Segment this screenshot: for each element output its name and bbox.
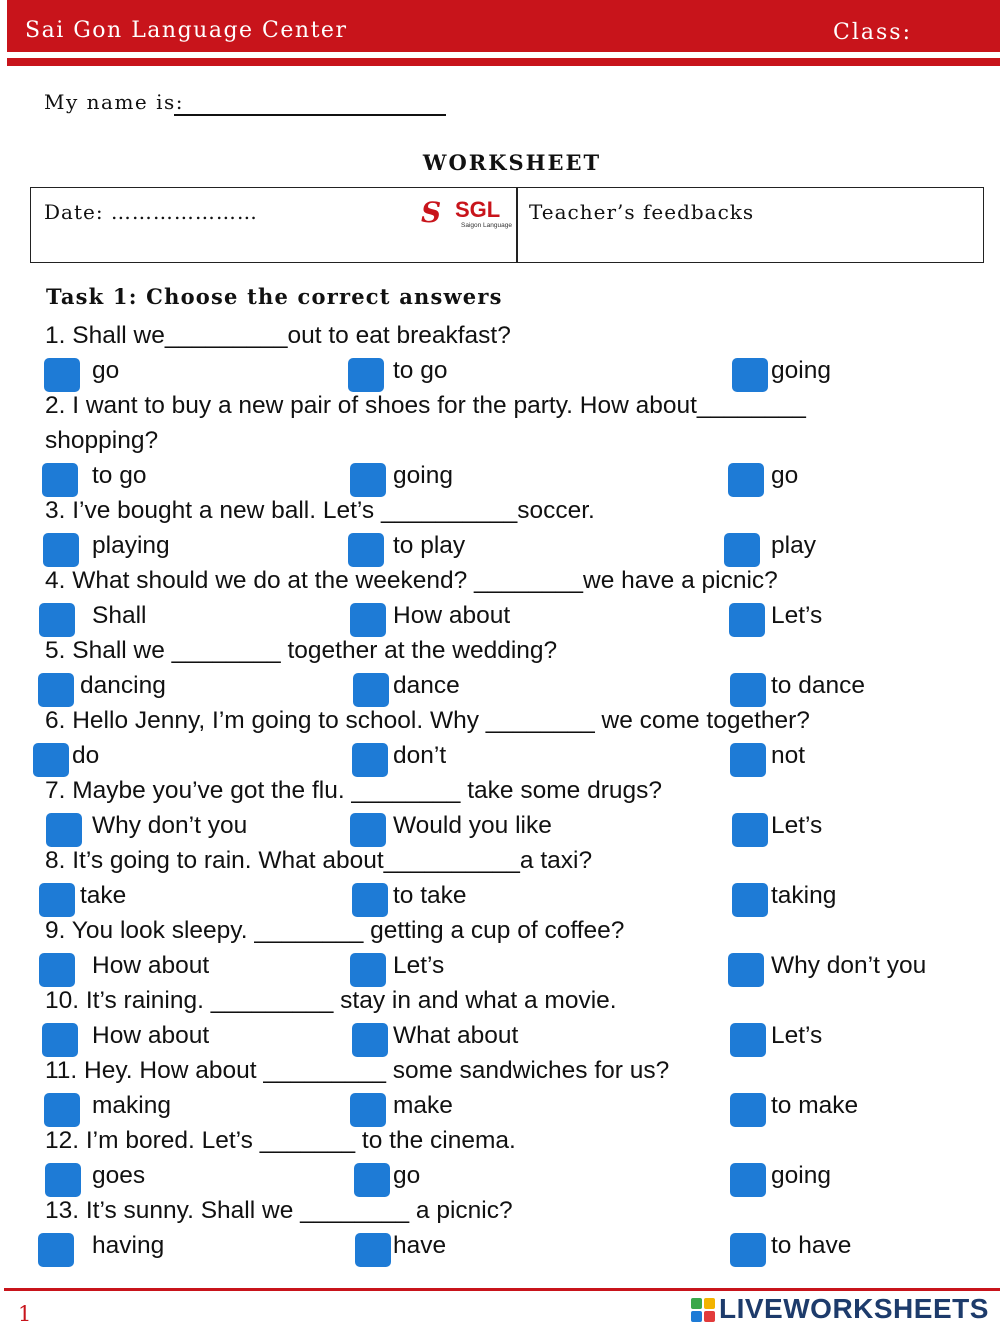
answer-checkbox[interactable] xyxy=(353,673,389,707)
answer-checkbox[interactable] xyxy=(33,743,69,777)
answer-checkbox[interactable] xyxy=(350,1093,386,1127)
answer-option-label: Shall xyxy=(92,602,147,629)
answer-checkbox[interactable] xyxy=(724,533,760,567)
liveworksheets-icon xyxy=(691,1298,715,1322)
question-text: 13. It’s sunny. Shall we ________ a picnic? xyxy=(45,1197,513,1224)
answer-option-label: Why don’t you xyxy=(92,812,248,839)
sgl-swirl-icon: S xyxy=(421,196,442,229)
answer-checkbox[interactable] xyxy=(352,743,388,777)
answer-option-label: Why don’t you xyxy=(771,952,927,979)
answer-option-label: making xyxy=(92,1092,171,1119)
worksheet-title: WORKSHEET xyxy=(422,150,602,175)
answer-option-label: to go xyxy=(92,462,147,489)
answer-option-label: don’t xyxy=(393,742,447,769)
question-text: 8. It’s going to rain. What about__________a taxi? xyxy=(45,847,593,874)
answer-option-label: dancing xyxy=(80,672,166,699)
table-divider xyxy=(516,188,518,262)
answer-option-label: having xyxy=(92,1232,165,1259)
answer-checkbox[interactable] xyxy=(348,533,384,567)
answer-checkbox[interactable] xyxy=(38,673,74,707)
question-text: 4. What should we do at the weekend? ________we have a picnic? xyxy=(45,567,778,594)
answer-option-label: to dance xyxy=(771,672,865,699)
answer-option-label: How about xyxy=(92,1022,210,1049)
answer-checkbox[interactable] xyxy=(728,953,764,987)
answer-option-label: to make xyxy=(771,1092,859,1119)
date-label: Date: ………………… xyxy=(44,200,258,224)
answer-checkbox[interactable] xyxy=(730,1023,766,1057)
answer-checkbox[interactable] xyxy=(39,953,75,987)
answer-option-label: Let’s xyxy=(771,812,823,839)
answer-checkbox[interactable] xyxy=(730,1163,766,1197)
answer-checkbox[interactable] xyxy=(352,1023,388,1057)
question-text: 3. I’ve bought a new ball. Let’s __________soccer. xyxy=(45,497,595,524)
class-label: Class: xyxy=(833,20,912,45)
feedback-label: Teacher’s feedbacks xyxy=(529,200,755,224)
answer-checkbox[interactable] xyxy=(355,1233,391,1267)
task1-title: Task 1: Choose the correct answers xyxy=(46,284,503,309)
answer-option-label: take xyxy=(80,882,127,909)
answer-checkbox[interactable] xyxy=(350,953,386,987)
answer-checkbox[interactable] xyxy=(352,883,388,917)
question-text: 5. Shall we ________ together at the wedding? xyxy=(45,637,558,664)
answer-option-label: going xyxy=(771,357,831,384)
answer-option-label: Let’s xyxy=(393,952,445,979)
answer-checkbox[interactable] xyxy=(42,1023,78,1057)
question-text: 12. I’m bored. Let’s _______ to the cinema. xyxy=(45,1127,516,1154)
answer-option-label: playing xyxy=(92,532,170,559)
answer-option-label: Let’s xyxy=(771,602,823,629)
answer-checkbox[interactable] xyxy=(42,463,78,497)
answer-checkbox[interactable] xyxy=(732,358,768,392)
info-table xyxy=(30,187,984,263)
answer-checkbox[interactable] xyxy=(350,603,386,637)
answer-option-label: taking xyxy=(771,882,837,909)
question-text: 1. Shall we_________out to eat breakfast? xyxy=(45,322,511,349)
answer-option-label: have xyxy=(393,1232,447,1259)
answer-checkbox[interactable] xyxy=(732,883,768,917)
answer-option-label: to go xyxy=(393,357,448,384)
answer-option-label: go xyxy=(771,462,799,489)
question-text: 11. Hey. How about _________ some sandwiches for us? xyxy=(45,1057,670,1084)
sgl-logo-text: SGL xyxy=(455,197,501,222)
answer-option-label: make xyxy=(393,1092,453,1119)
answer-option-label: to play xyxy=(393,532,466,559)
answer-checkbox[interactable] xyxy=(729,603,765,637)
answer-option-label: goes xyxy=(92,1162,146,1189)
answer-option-label: to have xyxy=(771,1232,852,1259)
question-text: 7. Maybe you’ve got the flu. ________ take some drugs? xyxy=(45,777,662,804)
answer-option-label: Let’s xyxy=(771,1022,823,1049)
header-bar xyxy=(7,0,1000,52)
answer-option-label: How about xyxy=(92,952,210,979)
name-blank-line xyxy=(174,94,446,116)
center-name: Sai Gon Language Center xyxy=(25,18,348,43)
sgl-logo-subtext: Saigon Language xyxy=(461,222,512,229)
answer-checkbox[interactable] xyxy=(728,463,764,497)
page-number: 1 xyxy=(18,1302,32,1326)
answer-option-label: Would you like xyxy=(393,812,552,839)
answer-checkbox[interactable] xyxy=(350,463,386,497)
answer-option-label: play xyxy=(771,532,816,559)
liveworksheets-text: LIVEWORKSHEETS xyxy=(719,1293,989,1324)
answer-checkbox[interactable] xyxy=(46,813,82,847)
name-label: My name is: xyxy=(44,90,184,114)
question-text: 6. Hello Jenny, I’m going to school. Why ________ we come together? xyxy=(45,707,810,734)
answer-checkbox[interactable] xyxy=(732,813,768,847)
answer-checkbox[interactable] xyxy=(38,1233,74,1267)
answer-option-label: dance xyxy=(393,672,460,699)
question-text: 2. I want to buy a new pair of shoes for the party. How about________ xyxy=(45,392,806,419)
answer-checkbox[interactable] xyxy=(348,358,384,392)
answer-checkbox[interactable] xyxy=(350,813,386,847)
answer-checkbox[interactable] xyxy=(730,1093,766,1127)
answer-checkbox[interactable] xyxy=(730,673,766,707)
answer-option-label: going xyxy=(771,1162,831,1189)
answer-checkbox[interactable] xyxy=(730,743,766,777)
answer-option-label: What about xyxy=(393,1022,519,1049)
header-divider xyxy=(7,58,1000,66)
answer-checkbox[interactable] xyxy=(43,533,79,567)
sgl-logo xyxy=(421,194,516,234)
answer-option-label: do xyxy=(72,742,100,769)
answer-option-label: to take xyxy=(393,882,467,909)
answer-option-label: not xyxy=(771,742,806,769)
answer-checkbox[interactable] xyxy=(45,1163,81,1197)
answer-checkbox[interactable] xyxy=(354,1163,390,1197)
answer-checkbox[interactable] xyxy=(730,1233,766,1267)
answer-checkbox[interactable] xyxy=(39,603,75,637)
answer-checkbox[interactable] xyxy=(39,883,75,917)
answer-checkbox[interactable] xyxy=(44,1093,80,1127)
answer-option-label: How about xyxy=(393,602,511,629)
footer-divider xyxy=(4,1288,1000,1291)
answer-option-label: go xyxy=(393,1162,421,1189)
question-text: 9. You look sleepy. ________ getting a cup of coffee? xyxy=(45,917,625,944)
question-text: 10. It’s raining. _________ stay in and what a movie. xyxy=(45,987,617,1014)
question-text-continued: shopping? xyxy=(45,427,159,454)
answer-option-label: go xyxy=(92,357,120,384)
answer-option-label: going xyxy=(393,462,453,489)
answer-checkbox[interactable] xyxy=(44,358,80,392)
